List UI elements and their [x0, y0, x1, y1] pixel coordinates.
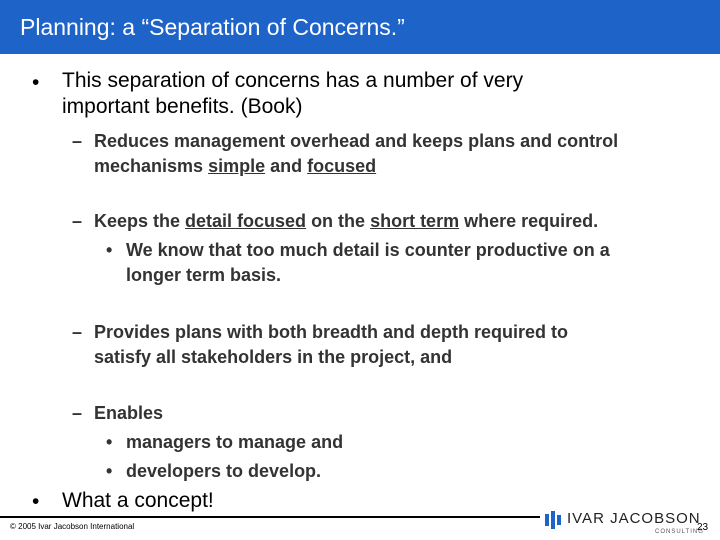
underlined-text: focused [307, 156, 377, 176]
sub-sub-bullet-line: developers to develop. [126, 461, 322, 481]
sub-bullet-line: Provides plans with both breadth and depth required to [94, 322, 569, 342]
text-span: and [265, 156, 308, 176]
copyright-text: © 2005 Ivar Jacobson International [10, 522, 135, 531]
sub-sub-bullet-line: managers to manage and [126, 432, 344, 452]
footer-divider [0, 516, 540, 518]
logo-subtitle: CONSULTING [655, 529, 704, 535]
bullet-line: This separation of concerns has a number of very [62, 69, 524, 92]
sub-bullet-line: Reduces management overhead and keeps plans and control [94, 131, 619, 151]
bullet-marker: • [106, 240, 113, 260]
bullet-marker: • [106, 461, 113, 481]
bullet-marker: • [106, 432, 113, 452]
bullet-marker: • [32, 490, 40, 513]
title-bar [0, 0, 720, 54]
sub-bullet-line: Enables [94, 403, 164, 423]
logo-name: IVAR JACOBSON [567, 510, 701, 527]
sub-sub-bullet-line: We know that too much detail is counter productive on a [126, 240, 610, 260]
sub-bullet-line [94, 156, 618, 177]
sub-bullet-line [94, 211, 598, 232]
sub-sub-bullet-line: longer term basis. [126, 265, 282, 285]
bullet-text: What a concept! [62, 489, 214, 512]
bullet-marker: • [32, 71, 40, 94]
sub-sub-bullet-text [126, 240, 610, 286]
slide-title: Planning: a “Separation of Concerns.” [20, 14, 405, 40]
page-number: 23 [697, 522, 709, 533]
dash-marker: – [72, 211, 83, 231]
ivar-jacobson-logo-icon [543, 509, 563, 536]
underlined-text: short term [370, 211, 460, 231]
text-span: mechanisms [94, 156, 209, 176]
bullet-line: important benefits. (Book) [62, 95, 303, 118]
sub-bullet-text [94, 322, 568, 368]
dash-marker: – [72, 131, 83, 151]
text-span: on the [306, 211, 371, 231]
dash-marker: – [72, 322, 83, 342]
underlined-text: detail focused [185, 211, 307, 231]
dash-marker: – [72, 403, 83, 423]
sub-bullet-text [94, 131, 618, 177]
underlined-text: simple [208, 156, 266, 176]
bullet-text [62, 69, 523, 119]
text-span: where required. [459, 211, 599, 231]
sub-bullet-line: satisfy all stakeholders in the project, and [94, 347, 453, 367]
text-span: Keeps the [94, 211, 186, 231]
